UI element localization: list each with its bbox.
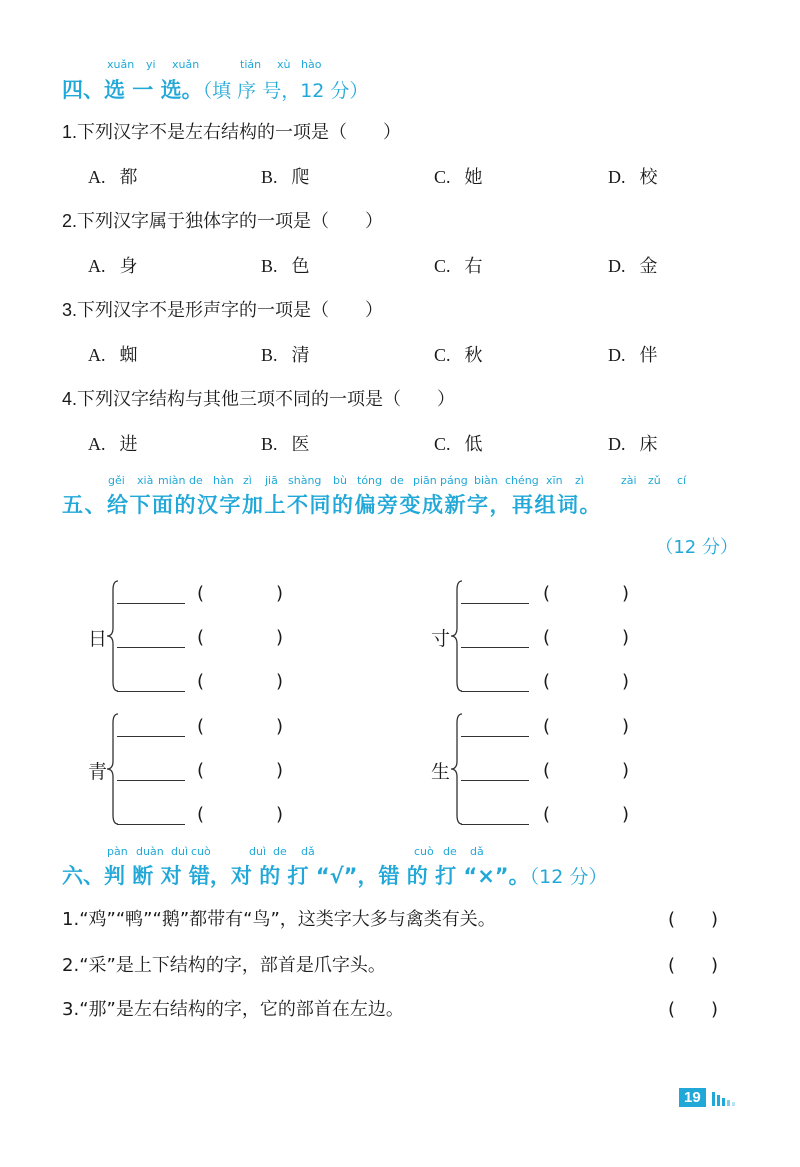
pinyin: jiā [265, 474, 278, 487]
pinyin: de [189, 474, 203, 487]
pinyin: piān [413, 474, 437, 487]
pinyin: zài [621, 474, 637, 487]
option-d[interactable] [608, 163, 658, 189]
pinyin: duì [171, 845, 189, 858]
option-letter: D. [608, 434, 626, 454]
option-b[interactable] [261, 341, 310, 367]
item-text: “鸡”“鸭”“鹅”都带有“鸟”，这类字大多与禽类有关。 [79, 909, 496, 930]
pinyin: chéng [505, 474, 539, 487]
section-heading: 五、给下面的汉字加上不同的偏旁变成新字，再组词。 [62, 493, 602, 517]
tf-item-3 [62, 995, 404, 1021]
answer-paren[interactable]: ( ) [668, 999, 719, 1020]
option-letter: B. [261, 256, 278, 276]
option-text: 金 [639, 256, 658, 277]
blank-line[interactable] [117, 647, 185, 648]
item-number: 2. [62, 955, 80, 976]
option-letter: C. [434, 345, 451, 365]
option-text: 爬 [291, 167, 310, 188]
pinyin: duì [249, 845, 267, 858]
option-text: 色 [291, 256, 310, 277]
answer-paren[interactable]: ( ) [668, 955, 719, 976]
option-letter: D. [608, 345, 626, 365]
answer-paren[interactable]: ( ) [543, 583, 630, 604]
option-d[interactable] [608, 430, 658, 456]
option-letter: C. [434, 434, 451, 454]
blank-line[interactable] [117, 736, 185, 737]
pinyin: xuǎn [107, 58, 135, 71]
pinyin: dǎ [470, 845, 484, 858]
answer-paren[interactable]: ( ) [197, 627, 284, 648]
section-heading [62, 860, 607, 890]
pinyin: de [443, 845, 457, 858]
page-number: 19 [679, 1088, 706, 1107]
option-a[interactable] [88, 430, 138, 456]
pinyin: gěi [108, 474, 125, 487]
pinyin: zǔ [648, 474, 661, 487]
pinyin: bù [333, 474, 347, 487]
answer-paren[interactable]: ( ) [197, 804, 284, 825]
blank-line[interactable] [461, 736, 529, 737]
answer-paren[interactable]: ( ) [543, 716, 630, 737]
pinyin: zì [243, 474, 252, 487]
pinyin: zì [575, 474, 584, 487]
pinyin: yi [146, 58, 156, 71]
option-letter: A. [88, 256, 106, 276]
option-text: 床 [639, 434, 658, 455]
pinyin: pàn [107, 845, 128, 858]
item-number: 1. [62, 909, 80, 930]
blank-line[interactable] [461, 647, 529, 648]
option-a[interactable] [88, 341, 138, 367]
option-letter: C. [434, 167, 451, 187]
pinyin: xīn [546, 474, 563, 487]
blank-line[interactable] [461, 780, 529, 781]
blank-line[interactable] [461, 691, 529, 692]
question-2 [62, 207, 383, 233]
item-number: 3. [62, 999, 80, 1020]
base-char: 生 [431, 761, 451, 783]
section-note: （填 序 号，12 分） [202, 80, 369, 102]
option-letter: B. [261, 167, 278, 187]
pinyin: de [273, 845, 287, 858]
tf-item-1 [62, 905, 496, 931]
option-text: 蜘 [119, 345, 138, 366]
pinyin: biàn [474, 474, 498, 487]
pinyin: xià [137, 474, 154, 487]
option-a[interactable] [88, 252, 138, 278]
answer-paren[interactable]: ( ) [668, 909, 719, 930]
option-letter: A. [88, 434, 106, 454]
base-char: 寸 [431, 628, 451, 650]
option-text: 她 [464, 167, 483, 188]
base-char: 青 [88, 761, 108, 783]
option-text: 进 [119, 434, 138, 455]
answer-paren[interactable]: ( ) [197, 760, 284, 781]
answer-paren[interactable]: ( ) [543, 804, 630, 825]
option-b[interactable] [261, 252, 310, 278]
option-letter: B. [261, 345, 278, 365]
brace-icon [448, 713, 464, 825]
option-letter: A. [88, 167, 106, 187]
pinyin: xuǎn [172, 58, 200, 71]
question-number: 1. [62, 122, 78, 142]
section-heading [62, 74, 368, 104]
question-text: 下列汉字结构与其他三项不同的一项是（ ） [77, 389, 456, 410]
option-text: 秋 [464, 345, 483, 366]
pinyin: miàn [158, 474, 186, 487]
blank-line[interactable] [117, 603, 185, 604]
section-note: （12 分） [529, 866, 608, 888]
option-b[interactable] [261, 430, 310, 456]
option-text: 校 [639, 167, 658, 188]
option-letter: C. [434, 256, 451, 276]
base-char: 日 [88, 628, 108, 650]
pinyin: hàn [213, 474, 234, 487]
blank-line[interactable] [117, 824, 185, 825]
option-c[interactable] [434, 341, 483, 367]
answer-paren[interactable]: ( ) [543, 760, 630, 781]
section-title: 四、选 一 选。 [62, 78, 203, 102]
pinyin: duàn [136, 845, 164, 858]
pinyin: shàng [288, 474, 322, 487]
option-letter: A. [88, 345, 106, 365]
pinyin: de [390, 474, 404, 487]
option-text: 伴 [639, 345, 658, 366]
pinyin: hào [301, 58, 322, 71]
option-c[interactable] [434, 252, 483, 278]
pinyin: cuò [191, 845, 211, 858]
question-text: 下列汉字属于独体字的一项是（ ） [77, 211, 384, 232]
option-d[interactable] [608, 341, 658, 367]
question-text: 下列汉字不是左右结构的一项是（ ） [77, 122, 402, 143]
tf-item-2 [62, 951, 386, 977]
section-title: 六、判 断 对 错，对 的 打 “√”，错 的 打 “×”。 [62, 864, 530, 888]
option-text: 医 [291, 434, 310, 455]
blank-line[interactable] [117, 691, 185, 692]
pinyin: cuò [414, 845, 434, 858]
pinyin: páng [440, 474, 468, 487]
pinyin: xù [277, 58, 291, 71]
brace-icon [104, 580, 120, 692]
option-letter: B. [261, 434, 278, 454]
option-d[interactable] [608, 252, 658, 278]
question-number: 3. [62, 300, 78, 320]
option-text: 低 [464, 434, 483, 455]
pinyin: tóng [357, 474, 382, 487]
question-number: 4. [62, 389, 78, 409]
blank-line[interactable] [461, 824, 529, 825]
option-a[interactable] [88, 163, 138, 189]
brace-icon [104, 713, 120, 825]
question-number: 2. [62, 211, 78, 231]
question-1 [62, 118, 401, 144]
option-letter: D. [608, 167, 626, 187]
answer-paren[interactable]: ( ) [197, 716, 284, 737]
answer-paren[interactable]: ( ) [543, 671, 630, 692]
option-c[interactable] [434, 163, 483, 189]
pinyin: dǎ [301, 845, 315, 858]
blank-line[interactable] [117, 780, 185, 781]
option-b[interactable] [261, 163, 310, 189]
option-letter: D. [608, 256, 626, 276]
option-text: 身 [119, 256, 138, 277]
answer-paren[interactable]: ( ) [543, 627, 630, 648]
pinyin: cí [677, 474, 687, 487]
question-4 [62, 385, 455, 411]
item-text: “那”是左右结构的字，它的部首在左边。 [79, 999, 404, 1020]
brace-icon [448, 580, 464, 692]
page-bars-icon [712, 1092, 740, 1106]
option-text: 都 [119, 167, 138, 188]
question-3 [62, 296, 383, 322]
question-text: 下列汉字不是形声字的一项是（ ） [77, 300, 384, 321]
section-score: （12 分） [655, 537, 738, 558]
option-c[interactable] [434, 430, 483, 456]
blank-line[interactable] [461, 603, 529, 604]
answer-paren[interactable]: ( ) [197, 671, 284, 692]
option-text: 右 [464, 256, 483, 277]
item-text: “采”是上下结构的字，部首是爪字头。 [79, 955, 386, 976]
pinyin: tián [240, 58, 262, 71]
answer-paren[interactable]: ( ) [197, 583, 284, 604]
option-text: 清 [291, 345, 310, 366]
